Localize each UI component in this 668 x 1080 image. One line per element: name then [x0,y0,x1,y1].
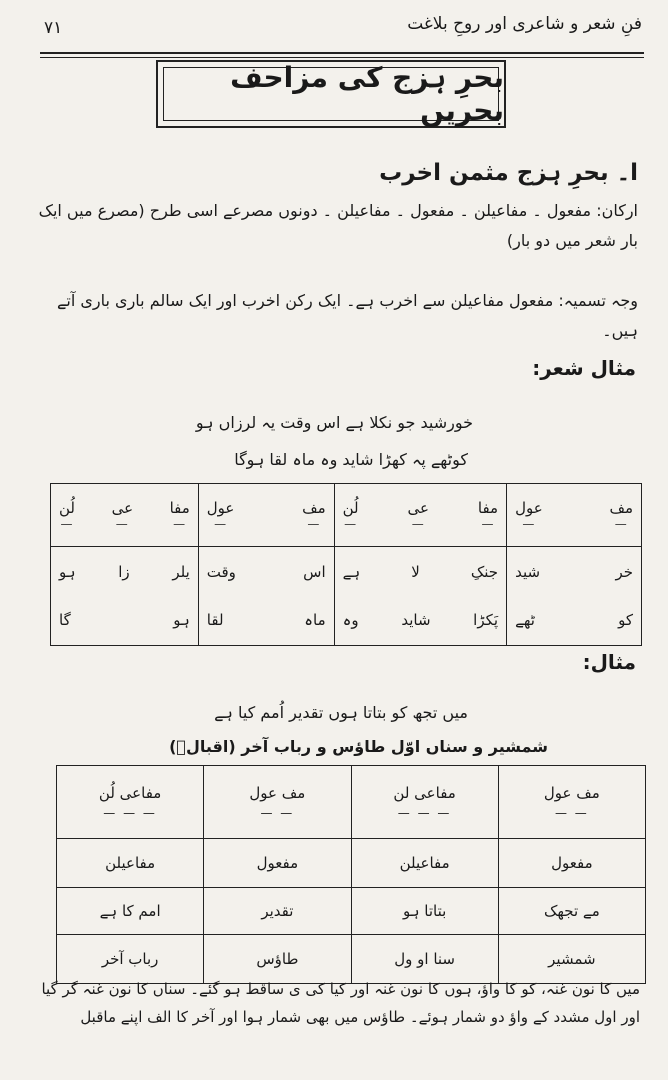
table-cell: مفاعی لُن [98,784,162,802]
table-cell: شید [515,563,541,581]
meter-mark: — [614,517,628,531]
verse-line-4: شمشیر و سناں اوّل طاؤس و رباب آخر (اقبالؔ) [169,737,548,756]
table-cell [51,547,199,646]
table-cell: ہو [59,563,76,581]
table-cell [204,766,351,839]
footer-paragraph: میں کا نون غنہ، کو کا واؤ، ہوں کا نون غنہ اور کیا کی ی ساقط ہو گئے۔ سناں کا نون غنہ گر گیا اور اول مشدد کے واؤ دو شمار ہوئے۔ طاؤس میں بھی شمار ہوا اور آخر کا الف اپنے ماقبل [41,980,640,1026]
running-header-title: فنِ شعر و شاعری اور روحِ بلاغت [407,14,642,34]
table-cell: ہو [173,611,190,629]
table-cell [351,766,498,839]
table-cell: لا [411,563,420,581]
table-cell: مف [609,499,633,517]
table-cell: وقت [206,563,236,581]
verse-line-1: خورشید جو نکلا ہے اس وقت یہ لرزاں ہو [195,413,473,432]
verse-line-3: میں تجھ کو بتاتا ہوں تقدیر اُمم کیا ہے [214,703,468,722]
table-cell: پَکڑا [473,611,499,629]
table-cell: جنکِ [470,563,499,581]
table-cell: عول [206,499,235,517]
meter-mark: — — — [397,806,452,820]
table-cell: خر [615,563,633,581]
table-cell: امم کا ہے [57,888,204,935]
example-label-2: مثال: [582,650,636,674]
meter-mark: — [173,517,187,531]
table-row [57,888,646,935]
table-cell: مے تجھک [498,888,645,935]
table-cell: شمشیر [498,935,645,984]
scansion-table-1 [50,483,642,646]
table-cell: مفاعیلن [57,839,204,888]
table-row [51,547,642,646]
table-header-row [57,766,646,839]
meter-mark: — — [554,806,589,820]
table-cell [498,766,645,839]
table-cell [507,484,642,547]
table-cell: عی [111,499,134,517]
table-cell: عی [407,499,429,517]
meter-mark: — — — [103,806,157,820]
table-row [57,839,646,888]
example-label: مثال شعر: [532,356,636,380]
table-cell [334,484,506,547]
table-cell: مفا [169,499,190,517]
table-cell: رباب آخر [57,935,204,984]
table-cell: ماہ [304,611,326,629]
table-cell: سنا او ول [351,935,498,984]
header-rule-thin [40,57,644,58]
table-cell: مف عول [543,784,600,802]
table-cell: عول [515,499,543,517]
meter-mark: — [411,517,425,531]
table-cell: کو [618,611,633,629]
verse-line-2: کوٹھے پہ کھڑا شاید وہ ماہ لقا ہوگا [234,450,468,469]
table-cell: شاید [401,611,431,629]
table-cell: مفا [477,499,499,517]
chapter-title: بحرِ ہزج کی مزاحف بحریں [230,61,504,127]
meter-mark: — [481,517,495,531]
table-cell [198,484,334,547]
table-cell: ہے [342,563,361,581]
table-cell: مفاعی لن [393,784,456,802]
table-cell: بتاتا ہو [351,888,498,935]
table-cell: یلر [172,563,190,581]
chapter-title-box [156,60,506,128]
table-cell: لُن [342,499,359,517]
table-header-row [51,484,642,547]
table-cell: لقا [206,611,224,629]
table-cell [334,547,506,646]
scansion-table-2 [56,765,646,984]
meter-mark: — [307,517,321,531]
meter-mark: — [214,517,228,531]
table-cell: تقدیر [204,888,351,935]
table-cell: اس [303,563,326,581]
table-cell [57,766,204,839]
table-cell [51,484,199,547]
table-cell: وہ [342,611,359,629]
meter-mark: — [60,517,74,531]
meter-mark: — [115,517,129,531]
table-cell: گا [59,611,71,629]
table-cell [507,547,642,646]
wajh-tasmiya-paragraph: وجہ تسمیہ: مفعول مفاعیلن سے اخرب ہے۔ ایک رکن اخرب اور ایک سالم باری باری آتے ہیں۔ [57,291,638,340]
page-number: ۷۱ [44,18,63,38]
table-cell: زا [118,563,130,581]
meter-mark: — [344,517,358,531]
table-cell: مفاعیلن [351,839,498,888]
table-cell: طاؤس [204,935,351,984]
table-cell: لُن [59,499,75,517]
meter-mark: — — [260,806,295,820]
table-cell [198,547,334,646]
table-cell: مفعول [498,839,645,888]
table-cell: مفعول [204,839,351,888]
meter-mark: — [522,517,536,531]
arkan-paragraph: ارکان: مفعول ۔ مفاعیلن ۔ مفعول ۔ مفاعیلن ۔ دونوں مصرعے اسی طرح (مصرع میں ایک بار شعر میں دو بار) [38,201,638,250]
header-rule [40,52,644,54]
table-cell: مف عول [249,784,306,802]
table-cell: ٹھے [515,611,535,629]
section-heading: ا۔ بحرِ ہزج مثمن اخرب [379,160,638,186]
table-cell: مف [302,499,326,517]
